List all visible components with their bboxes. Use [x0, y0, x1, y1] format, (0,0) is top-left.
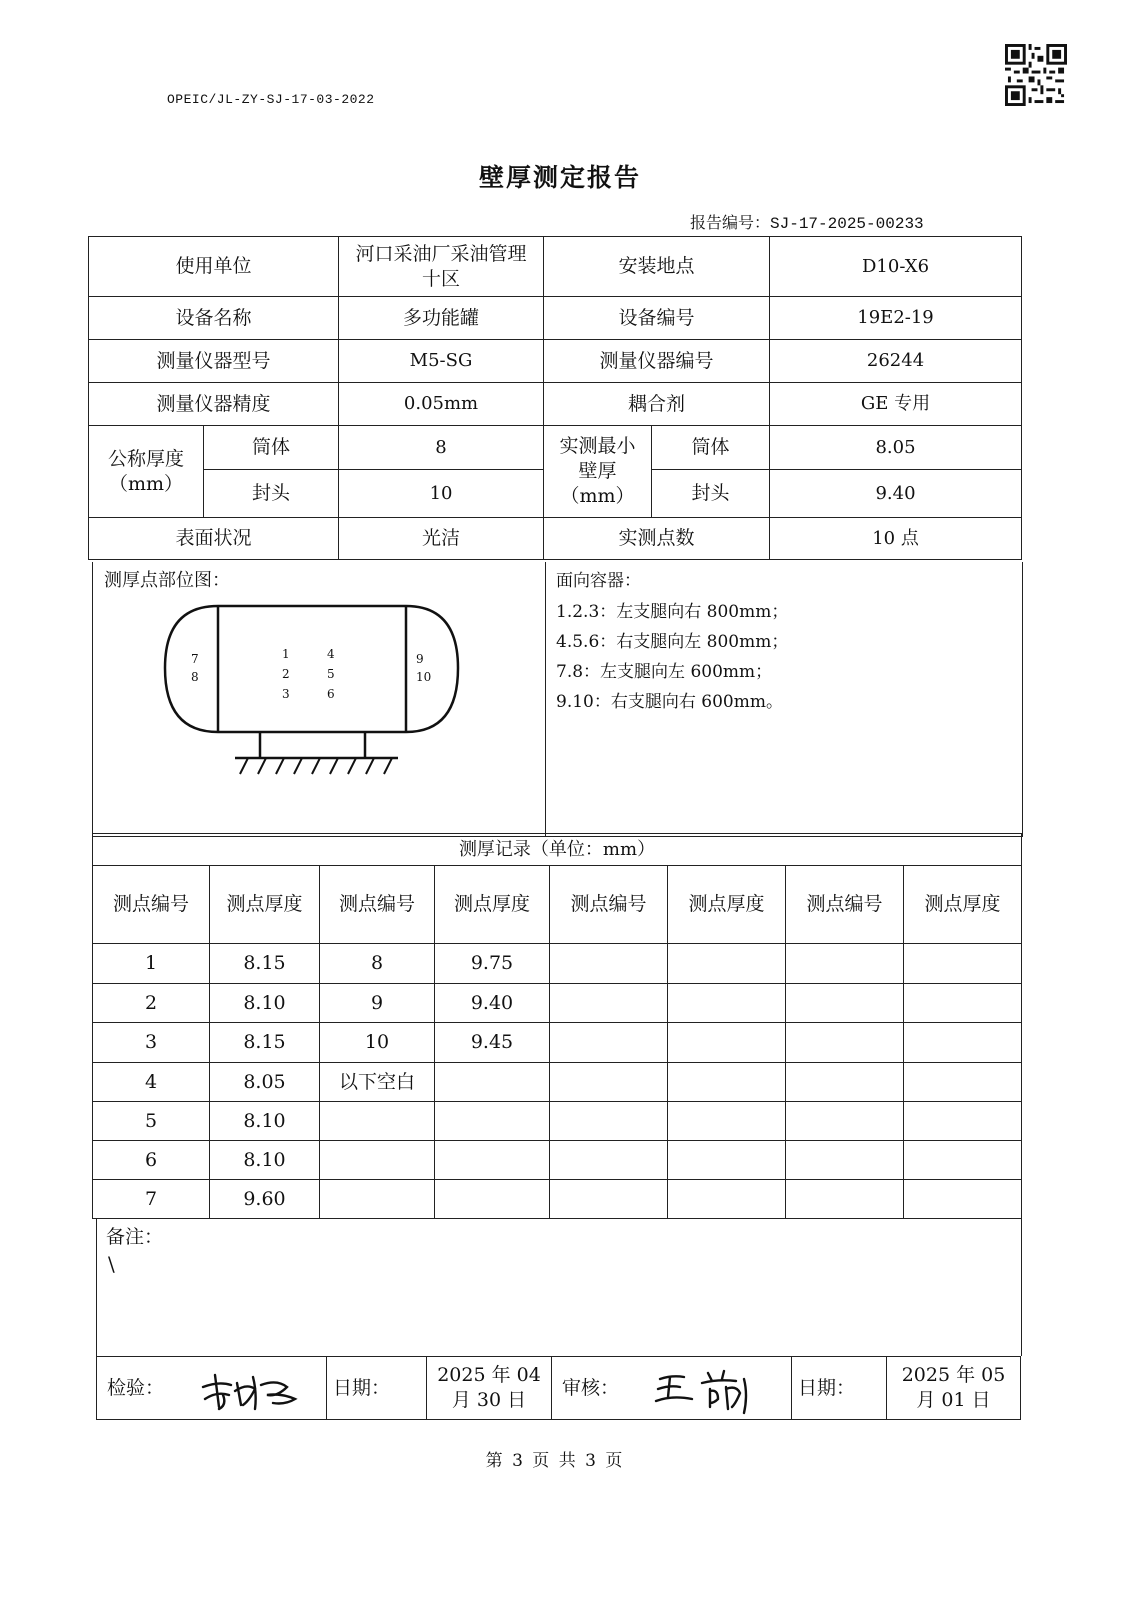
table-cell: 8.15 [210, 944, 320, 984]
table-cell [786, 1141, 904, 1180]
table-cell [786, 984, 904, 1023]
remarks-section [96, 1218, 1022, 1356]
table-row [93, 984, 1022, 1023]
point-1: 1 [282, 647, 290, 661]
table-row [93, 944, 1022, 984]
nominal-head-value: 10 [339, 470, 544, 518]
table-cell [435, 1141, 550, 1180]
left-head-outline [165, 606, 218, 732]
table-cell: 以下空白 [320, 1063, 435, 1102]
table-cell: 9.60 [210, 1180, 320, 1219]
couplant-label: 耦合剂 [544, 383, 770, 426]
table-cell [550, 1102, 668, 1141]
table-cell [786, 1063, 904, 1102]
table-cell: 8 [320, 944, 435, 984]
table-cell [904, 1023, 1022, 1063]
table-cell [904, 944, 1022, 984]
inspect-date-label: 日期： [327, 1357, 427, 1420]
table-cell [550, 1023, 668, 1063]
record-title: 测厚记录（单位：mm） [93, 834, 1022, 866]
table-cell [904, 1063, 1022, 1102]
table-cell [668, 1023, 786, 1063]
column-header: 测点编号 [320, 866, 435, 944]
equipment-number-label: 设备编号 [544, 297, 770, 340]
page-title: 壁厚测定报告 [478, 163, 641, 192]
table-cell [904, 1102, 1022, 1141]
table-cell [320, 1141, 435, 1180]
table-cell: 1 [93, 944, 210, 984]
note-line: 4.5.6：右支腿向左 800mm； [556, 632, 789, 652]
table-cell: 8.15 [210, 1023, 320, 1063]
nominal-thickness-label: 公称厚度（mm） [89, 426, 204, 518]
page-footer: 第 3 页 共 3 页 [485, 1451, 625, 1471]
table-cell [435, 1063, 550, 1102]
signature-table [96, 1356, 1021, 1420]
report-number [690, 210, 924, 233]
point-6: 6 [327, 687, 335, 701]
report-number-value: SJ-17-2025-00233 [770, 215, 924, 233]
location-label: 安装地点 [544, 237, 770, 297]
min-head-value: 9.40 [770, 470, 1022, 518]
reviewer-label: 审核： [562, 1376, 620, 1399]
table-cell [550, 1141, 668, 1180]
table-cell: 4 [93, 1063, 210, 1102]
instrument-model-label: 测量仪器型号 [89, 340, 339, 383]
table-cell [550, 944, 668, 984]
instrument-model-value: M5-SG [339, 340, 544, 383]
table-cell [668, 1141, 786, 1180]
inspect-date: 2025 年 04 月 30 日 [427, 1357, 552, 1420]
table-row [93, 1141, 1022, 1180]
inspector-cell [97, 1357, 327, 1420]
table-cell: 8.10 [210, 1141, 320, 1180]
point-4: 4 [327, 647, 335, 661]
review-date-label: 日期： [792, 1357, 887, 1420]
surface-condition-value: 光洁 [339, 518, 544, 560]
measured-points-value: 10 点 [770, 518, 1022, 560]
surface-condition-label: 表面状况 [89, 518, 339, 560]
record-table [92, 833, 1022, 1219]
vessel-diagram [160, 596, 470, 786]
equipment-number-value: 19E2-19 [770, 297, 1022, 340]
couplant-value: GE 专用 [770, 383, 1022, 426]
table-cell [786, 1102, 904, 1141]
table-cell [550, 984, 668, 1023]
reviewer-cell [552, 1357, 792, 1420]
review-date: 2025 年 05 月 01 日 [887, 1357, 1021, 1420]
column-header: 测点厚度 [904, 866, 1022, 944]
table-cell: 8.10 [210, 984, 320, 1023]
unit-value: 河口采油厂采油管理十区 [339, 237, 544, 297]
point-7: 7 [191, 652, 199, 666]
table-cell [904, 1141, 1022, 1180]
point-3: 3 [282, 687, 290, 701]
equipment-name-value: 多功能罐 [339, 297, 544, 340]
document-code: OPEIC/JL-ZY-SJ-17-03-2022 [167, 92, 375, 107]
inspector-signature-icon [197, 1365, 307, 1413]
qr-code-icon [1005, 44, 1067, 106]
table-cell [904, 1180, 1022, 1219]
instrument-precision-value: 0.05mm [339, 383, 544, 426]
table-row [93, 1102, 1022, 1141]
table-cell [786, 944, 904, 984]
point-10: 10 [416, 670, 432, 684]
table-cell: 9.40 [435, 984, 550, 1023]
table-cell: 5 [93, 1102, 210, 1141]
diagram-divider [545, 562, 546, 836]
notes-heading: 面向容器： [556, 571, 641, 591]
unit-label: 使用单位 [89, 237, 339, 297]
table-cell: 8.10 [210, 1102, 320, 1141]
point-8: 8 [191, 670, 199, 684]
instrument-number-label: 测量仪器编号 [544, 340, 770, 383]
min-thickness-label: 实测最小壁厚（mm） [544, 426, 652, 518]
point-9: 9 [416, 652, 424, 666]
equipment-name-label: 设备名称 [89, 297, 339, 340]
table-cell: 9.45 [435, 1023, 550, 1063]
remarks-value: \ [108, 1252, 115, 1276]
column-header: 测点编号 [786, 866, 904, 944]
column-header: 测点厚度 [668, 866, 786, 944]
nominal-body-label: 筒体 [204, 426, 339, 470]
table-row [93, 1023, 1022, 1063]
reviewer-signature-icon [652, 1363, 762, 1415]
column-header: 测点厚度 [210, 866, 320, 944]
table-cell [320, 1102, 435, 1141]
table-cell [435, 1180, 550, 1219]
min-head-label: 封头 [652, 470, 770, 518]
table-cell: 3 [93, 1023, 210, 1063]
table-cell: 6 [93, 1141, 210, 1180]
nominal-body-value: 8 [339, 426, 544, 470]
table-cell [668, 1063, 786, 1102]
table-cell [786, 1023, 904, 1063]
nominal-head-label: 封头 [204, 470, 339, 518]
point-2: 2 [282, 667, 290, 681]
column-header: 测点厚度 [435, 866, 550, 944]
point-5: 5 [327, 667, 335, 681]
instrument-precision-label: 测量仪器精度 [89, 383, 339, 426]
table-cell [668, 1180, 786, 1219]
diagram-label: 测厚点部位图： [104, 570, 230, 591]
table-cell [435, 1102, 550, 1141]
table-cell [550, 1180, 668, 1219]
inspector-label: 检验： [107, 1376, 165, 1399]
table-cell [320, 1180, 435, 1219]
table-cell: 8.05 [210, 1063, 320, 1102]
location-value: D10-X6 [770, 237, 1022, 297]
table-cell [904, 984, 1022, 1023]
table-cell: 9.75 [435, 944, 550, 984]
remarks-label: 备注： [106, 1226, 164, 1248]
measured-points-label: 实测点数 [544, 518, 770, 560]
table-cell [668, 984, 786, 1023]
report-number-label: 报告编号： [690, 213, 771, 232]
table-cell [668, 1102, 786, 1141]
table-cell [786, 1180, 904, 1219]
table-cell: 9 [320, 984, 435, 1023]
note-line: 1.2.3：左支腿向右 800mm； [556, 602, 789, 622]
note-line: 7.8：左支腿向左 600mm； [556, 662, 773, 682]
column-header: 测点编号 [93, 866, 210, 944]
instrument-number-value: 26244 [770, 340, 1022, 383]
min-body-value: 8.05 [770, 426, 1022, 470]
table-cell [550, 1063, 668, 1102]
table-cell: 2 [93, 984, 210, 1023]
table-row [93, 1063, 1022, 1102]
right-head-outline [406, 606, 458, 732]
table-row [93, 1180, 1022, 1219]
min-body-label: 筒体 [652, 426, 770, 470]
table-cell: 10 [320, 1023, 435, 1063]
info-table [88, 236, 1022, 560]
column-header: 测点编号 [550, 866, 668, 944]
table-cell [668, 944, 786, 984]
note-line: 9.10：右支腿向右 600mm。 [556, 692, 783, 712]
table-cell: 7 [93, 1180, 210, 1219]
